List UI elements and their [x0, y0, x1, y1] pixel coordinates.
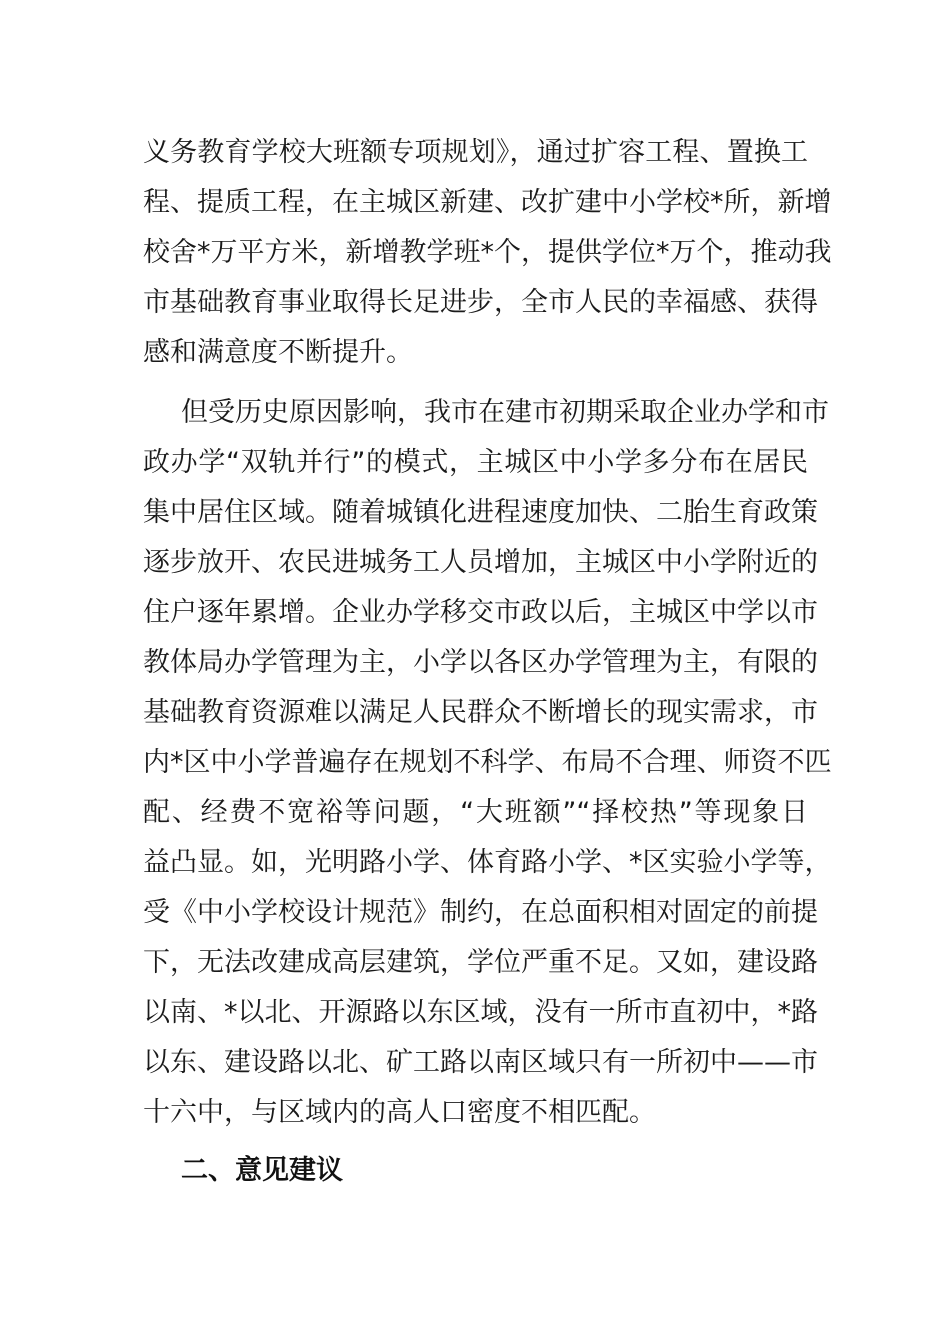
paragraph-2-line: 益凸显。如，光明路小学、体育路小学、*区实验小学等， [143, 847, 832, 878]
paragraph-2-line: 基础教育资源难以满足人民群众不断增长的现实需求，市 [143, 697, 818, 728]
paragraph-2-line: 配、经费不宽裕等问题，“大班额”“择校热”等现象日 [143, 797, 808, 828]
paragraph-1-line: 校舍*万平方米，新增教学班*个，提供学位*万个，推动我 [143, 237, 832, 268]
paragraph-2-line: 以南、*以北、开源路以东区域，没有一所市直初中，*路 [143, 997, 818, 1028]
paragraph-2-line: 教体局办学管理为主，小学以各区办学管理为主，有限的 [143, 647, 818, 678]
paragraph-2-line: 逐步放开、农民进城务工人员增加，主城区中小学附近的 [143, 547, 818, 578]
paragraph-1-line: 市基础教育事业取得长足进步，全市人民的幸福感、获得 [143, 287, 818, 318]
paragraph-2-line: 下，无法改建成高层建筑，学位严重不足。又如，建设路 [143, 947, 818, 978]
paragraph-2-line: 内*区中小学普遍存在规划不科学、布局不合理、师资不匹 [143, 747, 832, 778]
paragraph-2-line: 十六中，与区域内的高人口密度不相匹配。 [143, 1097, 656, 1128]
paragraph-2-line: 住户逐年累增。企业办学移交市政以后，主城区中学以市 [143, 597, 818, 628]
paragraph-2-line: 但受历史原因影响，我市在建市初期采取企业办学和市 [181, 397, 829, 428]
paragraph-2-line: 集中居住区域。随着城镇化进程速度加快、二胎生育政策 [143, 497, 818, 528]
paragraph-1-line: 程、提质工程，在主城区新建、改扩建中小学校*所，新增 [143, 187, 832, 218]
paragraph-1-line: 义务教育学校大班额专项规划》，通过扩容工程、置换工 [143, 137, 808, 168]
section-heading: 二、意见建议 [181, 1155, 343, 1186]
paragraph-2-line: 受《中小学校设计规范》制约，在总面积相对固定的前提 [143, 897, 818, 928]
paragraph-2-line: 政办学“双轨并行”的模式，主城区中小学多分布在居民 [143, 447, 808, 478]
paragraph-1 [143, 128, 832, 378]
paragraph-1-line: 感和满意度不断提升。 [143, 337, 413, 368]
paragraph-2-line: 以东、建设路以北、矿工路以南区域只有一所初中——市 [143, 1047, 818, 1078]
paragraph-2 [143, 388, 832, 1138]
